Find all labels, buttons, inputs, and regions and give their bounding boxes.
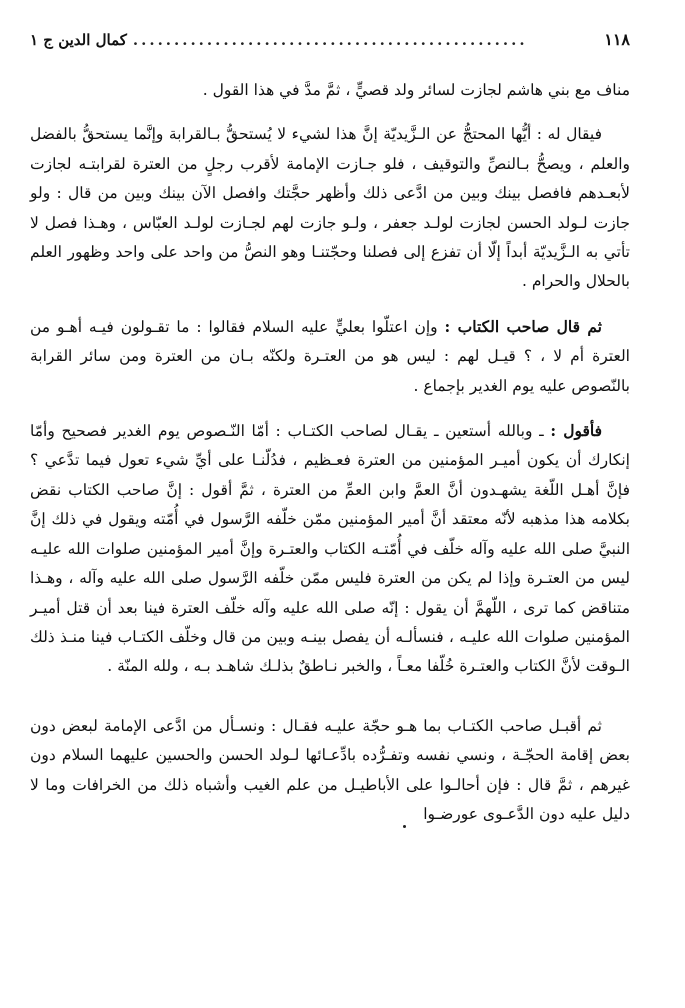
paragraph-author-quote: [30, 312, 630, 401]
header-leader-dots: ................................................: [132, 31, 528, 49]
running-title: كمال الدين ج ١: [30, 31, 127, 49]
paragraph-continuation: مناف مع بني هاشم لجازت لسائر ولد قصيٍّ ، ثمَّ مدَّ في هذا القول .: [202, 81, 630, 99]
page-body: [30, 76, 630, 829]
paragraph-lead: ثم قال صاحب الكتاب :: [444, 316, 602, 336]
paragraph-text: ـ وبالله أستعين ـ يقـال لصاحب الكتـاب : أمّا النّـصوص يوم الغدير فصحيح وأمّا إنكارك أن يكون أميـر المؤمنين من العترة فعـظيم ، فدُلّنـا على أيِّ شيء تعول فيما تدَّعي ؟ فإنَّ أهـل اللّغة يشهـدون أنَّ العمَّ وابن العمِّ من العترة ، ثمَّ أقول : إنَّ صاحب الكتاب نقض بكلامه هذا مذهبه لأنّه معتقد أنَّ أمير المؤمنين ممّن خلّفه الرَّسول في أُمّته ويقول في ذلك إنَّ النبيَّ صلى الله عليه وآله خلّف في أُمّتـه الكتاب والعتـرة وإنَّ أمير المؤمنين صلوات الله عليـه ليس من العتـرة وإذا لم يكن من العترة فليس ممّن خلّفه الرَّسول صلى الله عليه وآله ، وهـذا متناقض كما ترى ، اللّهمَّ أن يقول : إنّه صلى الله عليه وآله خلّف العترة فينا بعد أن قتل أميـر المؤمنين صلوات الله عليـه ، فنسألـه أن يفصل بينـه وبين من قال وخلّف الكتـاب فينا منـذ ذلك الـوقت لأنَّ الكتاب والعتـرة خُلّفا معـاً ، والخبر نـاطقٌ بذلـك شاهـد بـه ، ولله المنّة .: [30, 422, 630, 676]
page-number: ١١٨: [604, 30, 630, 49]
paragraph-lead: فأقول :: [550, 421, 602, 441]
paragraph-rebuttal: فيقال له : أيُّها المحتجُّ عن الـزَّيديّة إنَّ هذا لشيء لا يُستحقُّ بـالقرابة وإنَّما يستحقُّ بالفضل والعلم ، ويصحُّ بـالنصِّ والتوقيف ، فلو جـازت الإمامة لأقرب رجلٍ من العترة لقرابتـه لجازت لأبعـدهم فافصل بينك وبين من ادَّعى ذلك وأظهر حجَّتك وافصل الآن بينك وبين من قال : ولو جازت لـولد الحسن لجازت لولـد جعفر ، ولـو جازت لهم لجـازت لولـد العبّاس ، وهـذا فصل لا تأتي به الـزَّيديّة أبداً إلّا أن تفزع إلى فصلنا وحجّتنـا وهو النصُّ من واحد على واحد وظهور العلم بالحلال والحرام .: [30, 125, 630, 291]
paragraph-response: [30, 416, 630, 682]
stray-mark: [403, 825, 406, 828]
page-header: [30, 30, 630, 58]
paragraph-closing: ثم أقبـل صاحب الكتـاب بما هـو حجّة عليـه فقـال : ونسـأل من ادَّعى الإمامة لبعض دون بعض إقامة الحجّـة ، ونسي نفسه وتفـرُّده بادِّعـائها لـولد الحسن والحسين عليهما السلام دون غيرهم ، ثمَّ قال : فإن أحالـوا على الأباطيـل من علم الغيب وأشباه ذلك من الخرافات وما لا دليل عليه دون الدَّعـوى عورضـوا: [30, 716, 630, 823]
paragraph-text: وإن اعتلّوا بعليٍّ عليه السلام فقالوا : ما تقـولون فيـه أهـو من العترة أم لا ، ؟ قيـل لهم : ليس هو من العتـرة ولكنّه بـان من العترة ومن سائر القرابة بالنّصوص عليه يوم الغدير بإجماع .: [30, 317, 630, 395]
